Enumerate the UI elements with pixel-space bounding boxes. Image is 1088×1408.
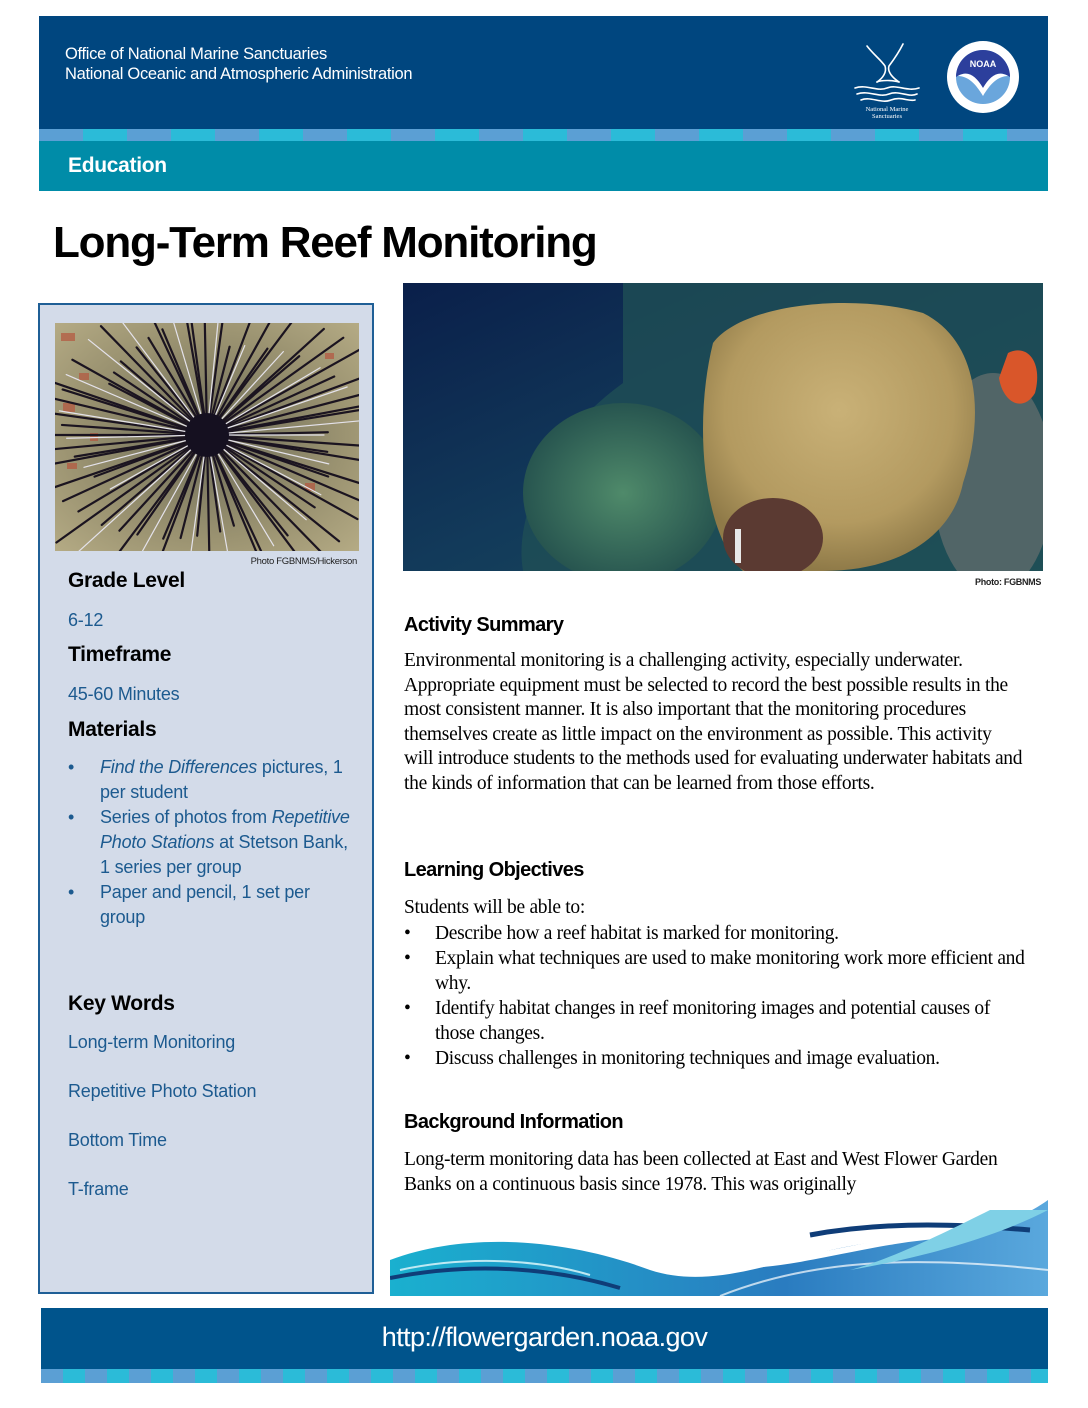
objective-item: • Explain what techniques are used to make monitoring work more efficient and why. xyxy=(404,946,1034,996)
background-information-heading: Background Information xyxy=(404,1111,624,1133)
key-words-heading: Key Words xyxy=(68,992,175,1015)
section-label: Education xyxy=(68,154,167,177)
grade-level-value: 6-12 xyxy=(68,610,104,630)
activity-summary-heading: Activity Summary xyxy=(404,614,564,636)
materials-item xyxy=(68,755,358,805)
material-text: pictures, 1 per student xyxy=(100,757,343,802)
materials-list xyxy=(68,755,358,930)
key-word-item: Bottom Time xyxy=(68,1130,167,1150)
material-pre: Series of photos from xyxy=(100,807,272,827)
brain-coral-photo xyxy=(403,283,1043,571)
header-banner xyxy=(39,16,1048,129)
urchin-photo-credit: Photo FGBNMS/Hickerson xyxy=(250,556,357,567)
key-word-item: Repetitive Photo Station xyxy=(68,1081,257,1101)
learning-objectives-intro: Students will be able to: xyxy=(404,897,585,918)
material-text: at Stetson Bank, 1 series per group xyxy=(100,832,348,877)
org-name-line-1: Office of National Marine Sanctuaries xyxy=(65,45,327,63)
national-marine-sanctuaries-logo xyxy=(847,36,927,120)
sea-urchin-photo xyxy=(55,323,359,551)
learning-objectives-heading: Learning Objectives xyxy=(404,859,584,881)
learning-objectives-list xyxy=(404,921,1034,1071)
activity-summary-text: Environmental monitoring is a challenging activity, especially underwater. Appropriate equipment must be selected to record the best possible results in the most consistent manner. It is also important that the monitoring procedures themselves create as little impact on the environment as possible. This activity will introduce students to the methods used for evaluating underwater habitats and the kinds of information that can be learned from those efforts. xyxy=(404,650,1023,794)
nms-logo-text-1: National Marine xyxy=(865,106,909,113)
sidebar xyxy=(38,303,374,1294)
material-italic: Repetitive Photo Stations xyxy=(100,807,350,852)
wave-decoration xyxy=(390,1200,1048,1296)
website-link[interactable]: http://flowergarden.noaa.gov xyxy=(381,1322,708,1352)
org-name-line-2: National Oceanic and Atmospheric Administration xyxy=(65,65,413,83)
page-header xyxy=(39,16,1048,191)
nms-logo-text-2: Sanctuaries xyxy=(872,113,902,120)
timeframe-value: 45-60 Minutes xyxy=(68,684,180,704)
timeframe-heading: Timeframe xyxy=(68,643,172,666)
material-text: Paper and pencil, 1 set per group xyxy=(100,882,310,927)
footer-bar xyxy=(41,1308,1048,1369)
key-word-item: T-frame xyxy=(68,1179,129,1199)
objective-item: • Discuss challenges in monitoring techniques and image evaluation. xyxy=(404,1046,1034,1071)
materials-item xyxy=(68,805,358,880)
material-italic: Find the Differences xyxy=(100,757,258,777)
page-footer xyxy=(41,1308,1048,1384)
education-bar xyxy=(39,141,1048,191)
page-title: Long-Term Reef Monitoring xyxy=(53,218,597,267)
materials-item xyxy=(68,880,358,930)
objective-item: • Identify habitat changes in reef monitoring images and potential causes of those changes. xyxy=(404,996,1034,1046)
key-word-item: Long-term Monitoring xyxy=(68,1032,236,1052)
noaa-logo xyxy=(946,40,1020,114)
header-stripe xyxy=(39,129,1048,141)
materials-heading: Materials xyxy=(68,718,157,741)
objective-item: • Describe how a reef habitat is marked for monitoring. xyxy=(404,921,1034,946)
noaa-logo-text: NOAA xyxy=(969,59,997,69)
grade-level-heading: Grade Level xyxy=(68,569,185,592)
coral-photo-credit: Photo: FGBNMS xyxy=(975,577,1042,587)
footer-stripe xyxy=(41,1369,1048,1383)
background-information-text: Long-term monitoring data has been collected at East and West Flower Garden Banks on a continuous basis since 1978. This was originally xyxy=(404,1149,998,1195)
